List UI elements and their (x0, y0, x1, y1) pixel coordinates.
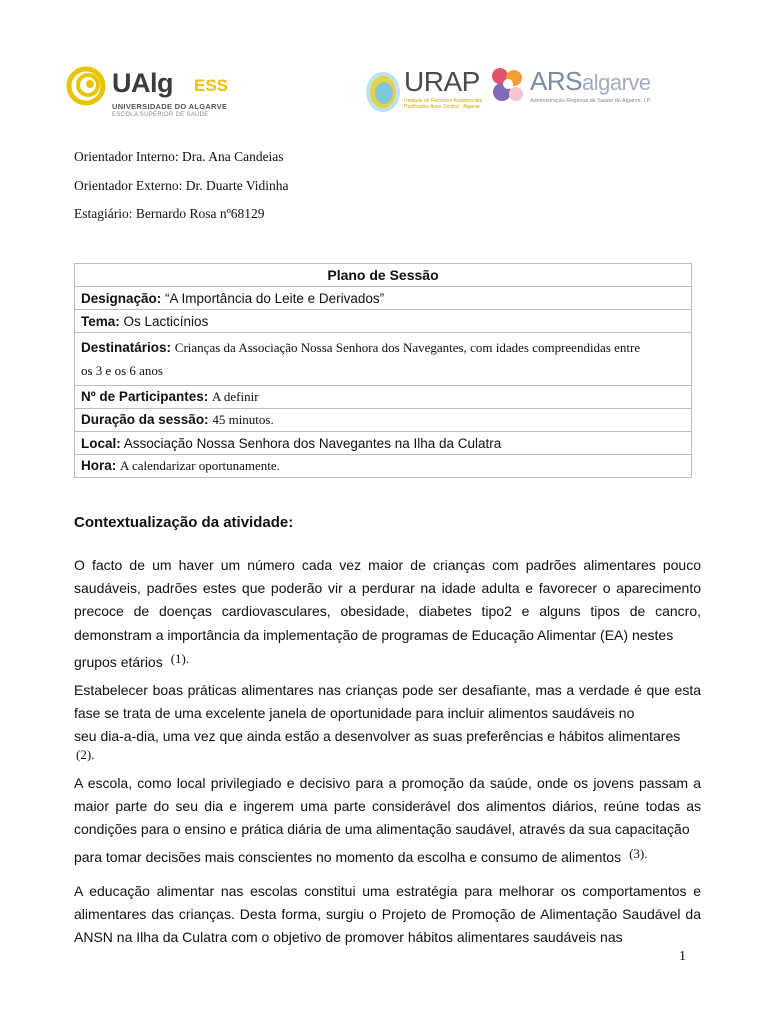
table-row (75, 432, 692, 455)
urap-logo (364, 62, 484, 122)
citation-2: (2). (76, 746, 95, 762)
context-heading: Contextualização da atividade: (74, 514, 294, 531)
designacao-label: Designação: (81, 290, 162, 306)
paragraph-1-text: O facto de um haver um número cada vez maior de crianças com padrões alimentares pouco saudáveis, padrões estes que poderão vir a perdurar na idade adulta e favorecer o aparecimento precoce de doenças cardiovasculares, obesidade, diabetes tipo2 e alguns tipos de cancro, demonstram a importância da implementação de programas de Educação Alimentar (EA) nestes (74, 557, 701, 643)
paragraph-2-end: seu dia-a-dia, uma vez que ainda estão a desenvolver as suas preferências e hábitos alimentares (74, 728, 681, 745)
ars-subtitle: Administração Regional de Saúde do Algarve, I.P. (530, 98, 652, 104)
page-number: 1 (679, 949, 686, 964)
destinatarios-value: Crianças da Associação Nossa Senhora dos Navegantes, com idades compreendidas entre (174, 340, 641, 355)
paragraph-3 (74, 772, 701, 869)
table-row (75, 455, 692, 478)
paragraph-3-text: A escola, como local privilegiado e decisivo para a promoção da saúde, onde os jovens passam a maior parte do seu dia e ingerem uma parte considerável dos alimentos diários, reúne todas as condições para o ensino e prática diária de uma alimentação saudável, através da sua capacitação (74, 775, 701, 838)
ars-name-b: algarve (581, 70, 651, 95)
tema-label: Tema: (81, 313, 120, 329)
table-row (75, 264, 692, 287)
ualg-school-label: ESCOLA SUPERIOR DE SAÚDE (112, 112, 209, 118)
ualg-ess-logo (66, 62, 236, 122)
intern-name: Estagiário: Bernardo Rosa nº68129 (74, 206, 265, 221)
local-value: Associação Nossa Senhora dos Navegantes na Ilha da Culatra (123, 435, 502, 451)
table-row (75, 386, 692, 409)
tema-value: Os Lacticínios (123, 313, 209, 329)
internal-supervisor: Orientador Interno: Dra. Ana Candeias (74, 149, 284, 164)
urap-circle-icon (364, 66, 402, 114)
destinatarios-value-cont: os 3 e os 6 anos (81, 363, 163, 378)
duracao-value: 45 minutos. (212, 412, 274, 427)
participantes-label: Nº de Participantes: (81, 389, 209, 404)
paragraph-1-end: grupos etários (74, 653, 163, 670)
citation-1: (1). (170, 650, 190, 666)
ess-label: ESS (194, 76, 229, 95)
paragraph-4-text: A educação alimentar nas escolas constitui uma estratégia para melhorar os comportamentos e alimentares das crianças. Desta forma, surgiu o Projeto de Promoção de Alimentação Saudável da ANSN na Ilha da Culatra com o objetivo de promover hábitos alimentares saudáveis nas (74, 883, 701, 946)
ars-name (530, 66, 651, 97)
destinatarios-label: Destinatários: (81, 340, 172, 355)
table-row (75, 287, 692, 310)
hora-label: Hora: (81, 458, 117, 473)
ualg-name: UAlg (112, 68, 173, 98)
paragraph-4 (74, 880, 701, 950)
ualg-university-label: UNIVERSIDADE DO ALGARVE (112, 102, 228, 111)
plan-title: Plano de Sessão (75, 264, 692, 287)
header-logos (0, 58, 768, 128)
external-supervisor: Orientador Externo: Dr. Duarte Vidinha (74, 178, 289, 193)
duracao-label: Duração da sessão: (81, 412, 209, 427)
ars-name-a: ARS (530, 66, 582, 96)
participantes-value: A definir (211, 389, 259, 404)
paragraph-1 (74, 554, 701, 674)
urap-subtitle: Unidade de Recursos Assistenciais Partilhados Aces Central · Algarve (404, 98, 483, 110)
citation-3: (3). (629, 845, 648, 861)
hora-value: A calendarizar oportunamente. (120, 458, 280, 473)
table-row (75, 333, 692, 386)
local-label: Local: (81, 435, 121, 451)
session-plan-table (74, 263, 692, 478)
urap-name: URAP (404, 66, 480, 97)
table-row (75, 409, 692, 432)
ars-dots-icon (488, 64, 526, 108)
designacao-value: “A Importância do Leite e Derivados” (165, 290, 385, 306)
ualg-swirl-icon (66, 66, 106, 106)
paragraph-2 (74, 679, 701, 770)
paragraph-2-text: Estabelecer boas práticas alimentares nas crianças pode ser desafiante, mas a verdade é que esta fase se trata de uma excelente janela de oportunidade para incluir alimentos saudáveis no (74, 682, 701, 722)
table-row (75, 310, 692, 333)
paragraph-3-end: para tomar decisões mais conscientes no momento da escolha e consumo de alimentos (74, 848, 622, 865)
ars-algarve-logo (488, 64, 652, 114)
